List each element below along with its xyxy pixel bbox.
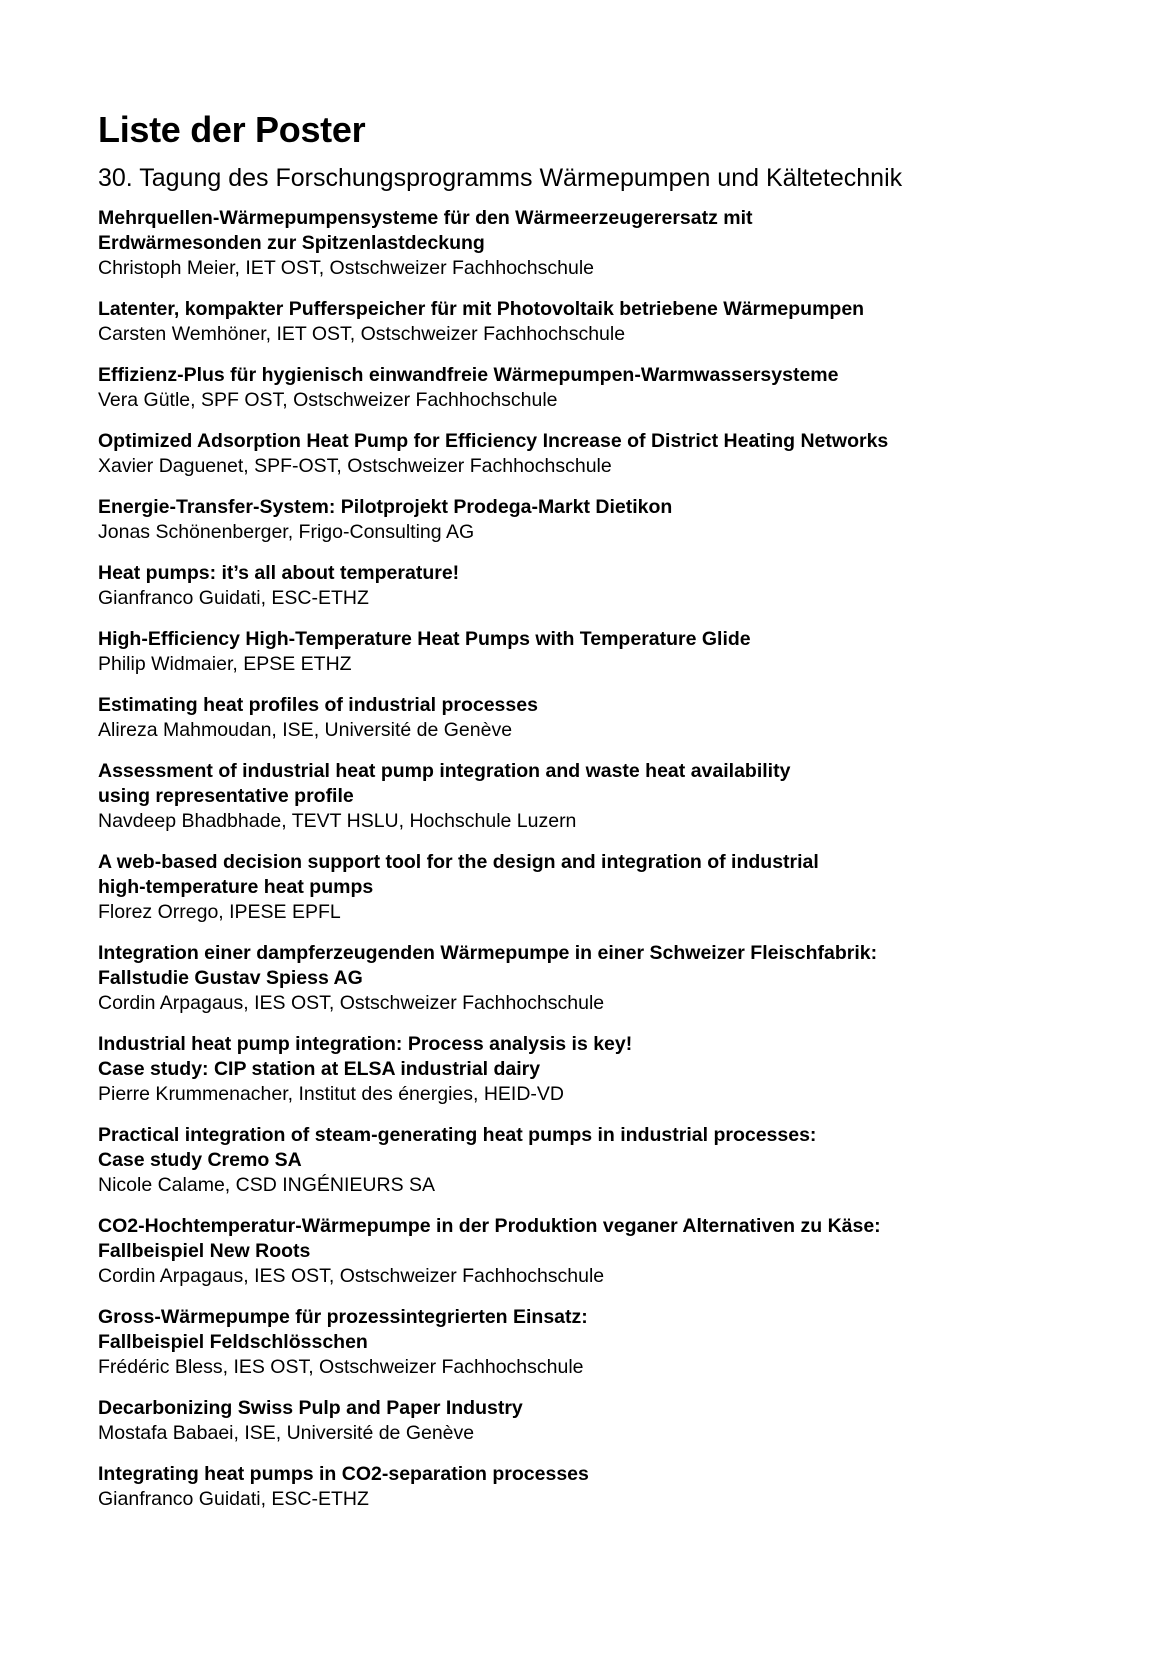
poster-author: Mostafa Babaei, ISE, Université de Genève [98,1422,475,1444]
poster-author: Gianfranco Guidati, ESC-ETHZ [98,1488,369,1510]
poster-author: Alireza Mahmoudan, ISE, Université de Genève [98,719,513,741]
poster-item [98,1214,1118,1289]
poster-author: Philip Widmaier, EPSE ETHZ [98,653,352,675]
poster-title: Latenter, kompakter Pufferspeicher für mit Photovoltaik betriebene Wärmepumpen [98,298,865,320]
poster-author: Christoph Meier, IET OST, Ostschweizer Fachhochschule [98,257,595,279]
poster-item [98,1462,1118,1512]
poster-author: Xavier Daguenet, SPF-OST, Ostschweizer Fachhochschule [98,455,612,477]
poster-author: Cordin Arpagaus, IES OST, Ostschweizer Fachhochschule [98,992,605,1014]
poster-author: Nicole Calame, CSD INGÉNIEURS SA [98,1174,436,1196]
poster-title: High-Efficiency High-Temperature Heat Pumps with Temperature Glide [98,628,751,650]
poster-item [98,693,1118,743]
poster-author: Cordin Arpagaus, IES OST, Ostschweizer Fachhochschule [98,1265,605,1287]
page-subtitle: 30. Tagung des Forschungsprogramms Wärmepumpen und Kältetechnik [98,164,903,192]
page-title: Liste der Poster [98,109,366,150]
poster-item [98,363,1118,413]
poster-title: Heat pumps: it’s all about temperature! [98,562,460,584]
poster-item [98,1032,1118,1107]
poster-title: A web-based decision support tool for the design and integration of industrial high-temperature heat pumps [98,851,819,898]
poster-item [98,429,1118,479]
poster-item [98,1123,1118,1198]
poster-title: CO2-Hochtemperatur-Wärmepumpe in der Produktion veganer Alternativen zu Käse: Fallbeispiel New Roots [98,1215,881,1262]
poster-title: Integrating heat pumps in CO2-separation processes [98,1463,589,1485]
poster-title: Industrial heat pump integration: Process analysis is key! Case study: CIP station at ELSA industrial dairy [98,1033,633,1080]
document-page [98,108,1118,1528]
poster-title: Energie-Transfer-System: Pilotprojekt Prodega-Markt Dietikon [98,496,673,518]
poster-author: Frédéric Bless, IES OST, Ostschweizer Fachhochschule [98,1356,584,1378]
poster-title: Integration einer dampferzeugenden Wärmepumpe in einer Schweizer Fleischfabrik: Fallstudie Gustav Spiess AG [98,942,878,989]
poster-item [98,495,1118,545]
poster-author: Vera Gütle, SPF OST, Ostschweizer Fachhochschule [98,389,558,411]
poster-author: Florez Orrego, IPESE EPFL [98,901,341,923]
poster-item [98,1396,1118,1446]
poster-title: Decarbonizing Swiss Pulp and Paper Industry [98,1397,523,1419]
poster-author: Carsten Wemhöner, IET OST, Ostschweizer Fachhochschule [98,323,626,345]
poster-item [98,206,1118,281]
poster-item [98,941,1118,1016]
poster-title: Gross-Wärmepumpe für prozessintegrierten Einsatz: Fallbeispiel Feldschlösschen [98,1306,588,1353]
poster-title: Optimized Adsorption Heat Pump for Efficiency Increase of District Heating Networks [98,430,889,452]
poster-title: Assessment of industrial heat pump integration and waste heat availability using representative profile [98,760,791,807]
poster-title: Practical integration of steam-generating heat pumps in industrial processes: Case study Cremo SA [98,1124,817,1171]
poster-author: Navdeep Bhadbhade, TEVT HSLU, Hochschule Luzern [98,810,577,832]
poster-item [98,759,1118,834]
poster-item [98,1305,1118,1380]
poster-title: Effizienz-Plus für hygienisch einwandfreie Wärmepumpen-Warmwassersysteme [98,364,839,386]
poster-list [98,206,1118,1512]
poster-title: Mehrquellen-Wärmepumpensysteme für den Wärmeerzeugerersatz mit Erdwärmesonden zur Spitzenlastdeckung [98,207,753,254]
poster-author: Gianfranco Guidati, ESC-ETHZ [98,587,369,609]
poster-author: Pierre Krummenacher, Institut des énergies, HEID-VD [98,1083,565,1105]
poster-item [98,627,1118,677]
poster-item [98,297,1118,347]
poster-author: Jonas Schönenberger, Frigo-Consulting AG [98,521,475,543]
poster-title: Estimating heat profiles of industrial processes [98,694,538,716]
poster-item [98,850,1118,925]
poster-item [98,561,1118,611]
